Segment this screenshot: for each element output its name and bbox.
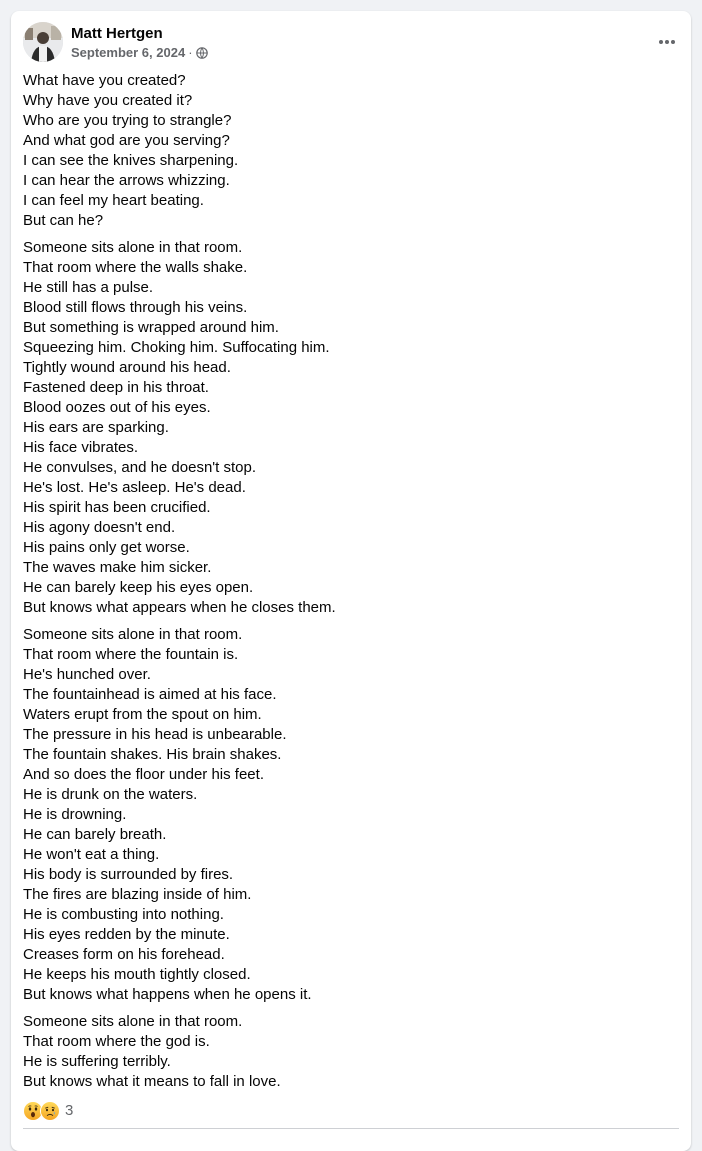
post-header — [23, 22, 679, 64]
post-meta — [71, 45, 208, 61]
poem-line: He is drunk on the waters. — [23, 786, 198, 803]
poem-line: But something is wrapped around him. — [23, 319, 279, 336]
reaction-count: 3 — [65, 1102, 74, 1119]
poem-line: He is combusting into nothing. — [23, 906, 224, 923]
poem-line: Creases form on his forehead. — [23, 946, 225, 963]
meta-separator: · — [188, 45, 193, 60]
poem-line: That room where the fountain is. — [23, 646, 239, 663]
poem-line: But can he? — [23, 212, 104, 229]
poem-line: Who are you trying to strangle? — [23, 112, 232, 129]
poem-line: But knows what appears when he closes them. — [23, 599, 336, 616]
poem-line: I can see the knives sharpening. — [23, 152, 239, 169]
poem-stanza — [23, 71, 679, 231]
poem-line: Waters erupt from the spout on him. — [23, 706, 262, 723]
divider — [23, 1128, 679, 1129]
poem-line: His body is surrounded by fires. — [23, 866, 234, 883]
post-card — [11, 11, 691, 1151]
poem-line: Blood still flows through his veins. — [23, 299, 248, 316]
reaction-summary[interactable] — [23, 1100, 73, 1122]
poem-line: Fastened deep in his throat. — [23, 379, 209, 396]
poem-line: Someone sits alone in that room. — [23, 626, 243, 643]
poem-line: But knows what happens when he opens it. — [23, 986, 312, 1003]
poem-line: I can hear the arrows whizzing. — [23, 172, 230, 189]
globe-icon[interactable] — [196, 47, 208, 59]
poem-stanza — [23, 1012, 679, 1092]
poem-line: He can barely breath. — [23, 826, 167, 843]
poem-line: He's hunched over. — [23, 666, 151, 683]
post-body — [23, 71, 679, 1099]
poem-stanza — [23, 625, 679, 1005]
poem-line: He can barely keep his eyes open. — [23, 579, 254, 596]
poem-line: He's lost. He's asleep. He's dead. — [23, 479, 246, 496]
more-options-icon[interactable] — [655, 30, 679, 54]
poem-line: His pains only get worse. — [23, 539, 190, 556]
poem-line: He still has a pulse. — [23, 279, 154, 296]
poem-line: The fountain shakes. His brain shakes. — [23, 746, 282, 763]
avatar-photo — [23, 22, 63, 62]
poem-line: The fires are blazing inside of him. — [23, 886, 252, 903]
poem-line: Squeezing him. Choking him. Suffocating him. — [23, 339, 330, 356]
poem-line: Someone sits alone in that room. — [23, 1013, 243, 1030]
poem-line: His agony doesn't end. — [23, 519, 176, 536]
poem-line: His face vibrates. — [23, 439, 139, 456]
poem-line: What have you created? — [23, 72, 186, 89]
poem-line: His spirit has been crucified. — [23, 499, 211, 516]
poem-line: His eyes redden by the minute. — [23, 926, 230, 943]
poem-line: That room where the walls shake. — [23, 259, 248, 276]
poem-line: Someone sits alone in that room. — [23, 239, 243, 256]
poem-line: The pressure in his head is unbearable. — [23, 726, 287, 743]
sad-reaction-icon — [40, 1101, 60, 1121]
poem-stanza — [23, 238, 679, 618]
poem-line: He is suffering terribly. — [23, 1053, 171, 1070]
author-avatar[interactable] — [23, 22, 63, 62]
poem-line: I can feel my heart beating. — [23, 192, 204, 209]
poem-line: He convulses, and he doesn't stop. — [23, 459, 257, 476]
poem-line: He keeps his mouth tightly closed. — [23, 966, 251, 983]
poem-line: And what god are you serving? — [23, 132, 230, 149]
poem-line: Tightly wound around his head. — [23, 359, 231, 376]
poem-line: He won't eat a thing. — [23, 846, 160, 863]
author-name[interactable]: Matt Hertgen — [71, 25, 163, 42]
poem-line: Why have you created it? — [23, 92, 193, 109]
poem-line: Blood oozes out of his eyes. — [23, 399, 211, 416]
post-date[interactable]: September 6, 2024 — [71, 45, 186, 60]
poem-line: That room where the god is. — [23, 1033, 210, 1050]
poem-line: And so does the floor under his feet. — [23, 766, 264, 783]
poem-line: The waves make him sicker. — [23, 559, 212, 576]
poem-line: His ears are sparking. — [23, 419, 169, 436]
poem-line: The fountainhead is aimed at his face. — [23, 686, 277, 703]
poem-line: But knows what it means to fall in love. — [23, 1073, 281, 1090]
poem-line: He is drowning. — [23, 806, 127, 823]
